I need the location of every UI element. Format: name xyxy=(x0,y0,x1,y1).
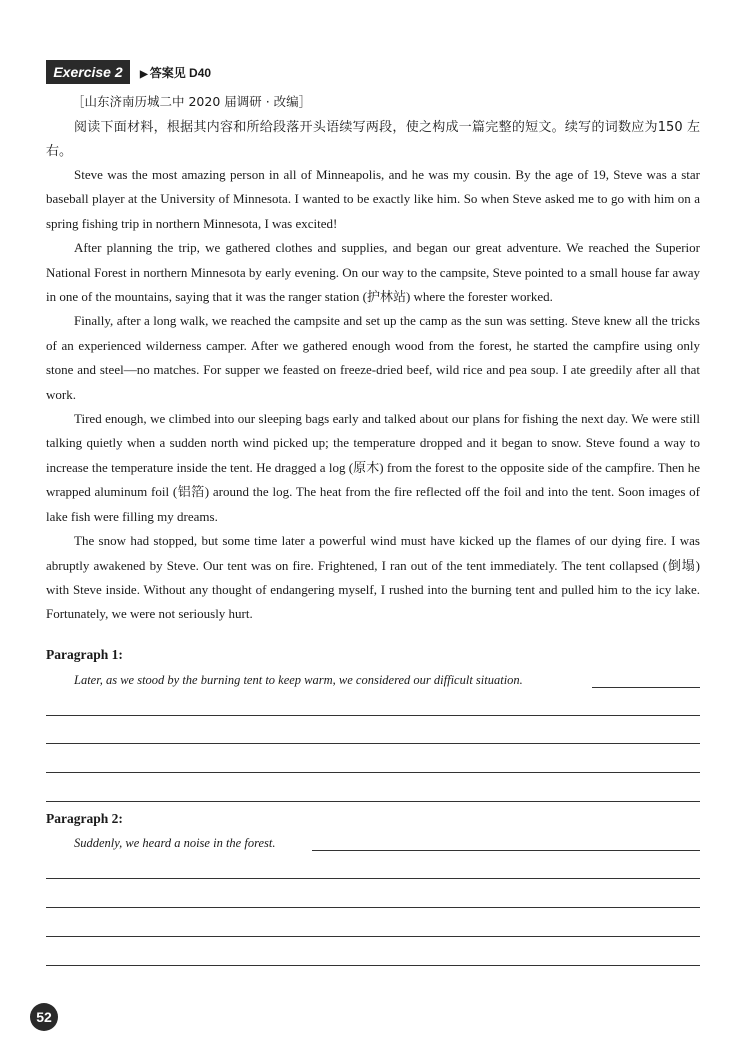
paragraph1-label: Paragraph 1: xyxy=(46,647,123,662)
source-note: ［山东济南历城二中 2020 届调研 · 改编］ xyxy=(72,94,312,109)
paragraph2-writing-line[interactable] xyxy=(46,965,700,966)
paragraph1-starter-line[interactable] xyxy=(592,687,700,688)
exercise-badge: Exercise 2 xyxy=(46,60,130,84)
paragraph2-starter: Suddenly, we heard a noise in the forest. xyxy=(74,836,276,850)
paragraph2-writing-line[interactable] xyxy=(46,907,700,908)
instruction-text: 阅读下面材料，根据其内容和所给段落开头语续写两段，使之构成一篇完整的短文。续写的词数应为150 左右。 xyxy=(46,120,700,159)
passage-paragraph: The snow had stopped, but some time later a powerful wind must have kicked up the flames of our dying fire. I was abruptly awakened by Steve. Our tent was on fire. Frightened, I ran out of the tent immediately. The tent collapsed (倒塌) with Steve inside. Without any thought of endangering myself, I rushed into the burning tent and pulled him to the icy lake. Fortunately, we were not seriously hurt. xyxy=(46,533,700,622)
passage-paragraph: Steve was the most amazing person in all of Minneapolis, and he was my cousin. By the age of 19, Steve was a star baseball player at the University of Minnesota. I wanted to be exactly like him. So when Steve asked me to go with him on a spring fishing trip in northern Minnesota, I was excited! xyxy=(46,167,700,231)
passage-paragraph: Finally, after a long walk, we reached the campsite and set up the camp as the sun was setting. Steve knew all the tricks of an experienced wilderness camper. After we gathered enough wood from the forest, he started the campfire using only stone and steel—no matches. For supper we feasted on freeze-dried beef, wild rice and pea soup. I ate greedily after all that work. xyxy=(46,313,700,402)
paragraph2-label: Paragraph 2: xyxy=(46,811,123,826)
paragraph2-writing-line[interactable] xyxy=(46,878,700,879)
paragraph2-writing-line[interactable] xyxy=(46,936,700,937)
answer-reference xyxy=(140,64,211,81)
passage-paragraph: Tired enough, we climbed into our sleeping bags early and talked about our plans for fishing the next day. We were still talking quietly when a sudden north wind picked up; the temperature dropped and it began to snow. Steve found a way to increase the temperature inside the tent. He dragged a log (原木) from the forest to the opposite side of the campfire. Then he wrapped aluminum foil (铝箔) around the log. The heat from the fire reflected off the foil and into the tent. Soon images of lake fish were filling my dreams. xyxy=(46,411,700,524)
answer-reference-text: 答案见 D40 xyxy=(149,66,212,80)
paragraph1-writing-line[interactable] xyxy=(46,743,700,744)
arrow-icon: ▶ xyxy=(140,69,148,80)
paragraph1-writing-line[interactable] xyxy=(46,801,700,802)
passage-paragraph: After planning the trip, we gathered clothes and supplies, and began our great adventure. We reached the Superior National Forest in northern Minnesota by early evening. On our way to the campsite, Steve pointed to a small house far away in one of the mountains, saying that it was the ranger station (护林站) where the forester worked. xyxy=(46,240,700,305)
paragraph1-writing-line[interactable] xyxy=(46,772,700,773)
paragraph2-starter-line[interactable] xyxy=(312,850,700,851)
page-number: 52 xyxy=(30,1003,58,1031)
paragraph1-starter: Later, as we stood by the burning tent to keep warm, we considered our difficult situation. xyxy=(74,673,523,687)
reading-passage xyxy=(46,163,700,627)
paragraph1-writing-line[interactable] xyxy=(46,715,700,716)
